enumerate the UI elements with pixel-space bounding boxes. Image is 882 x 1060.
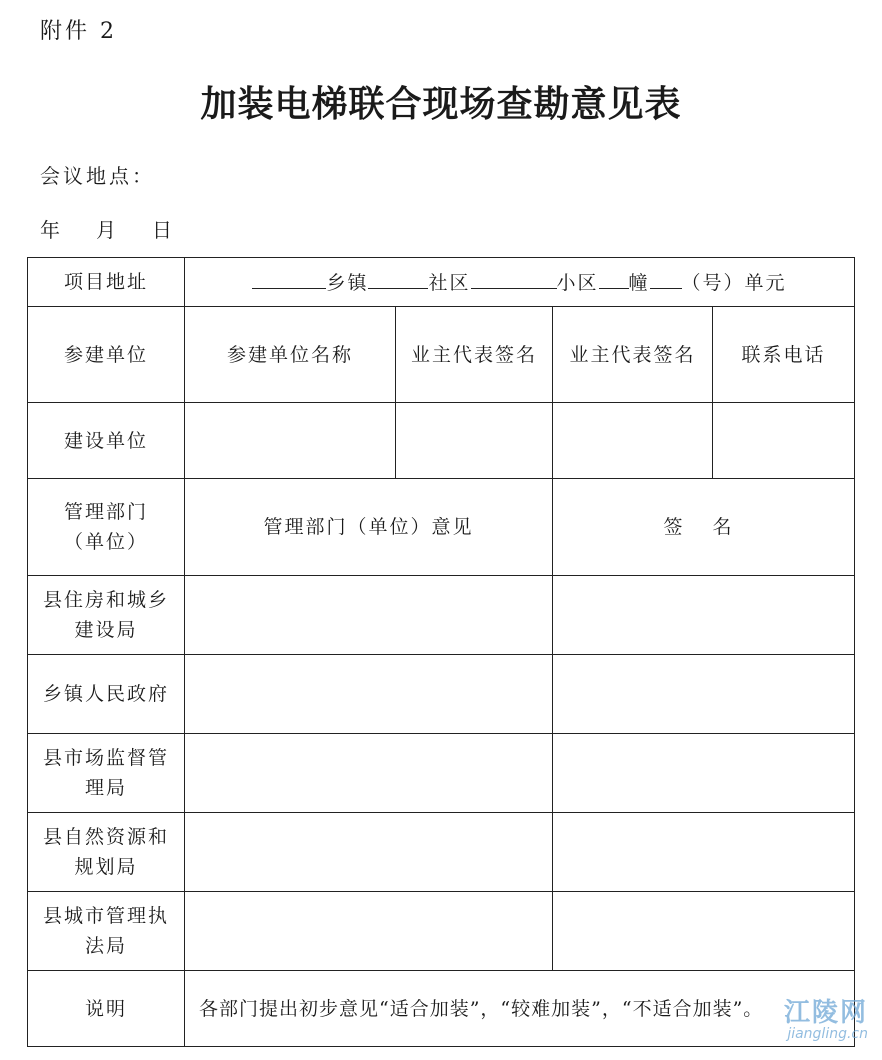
blank-number[interactable]	[650, 266, 682, 289]
address-estate: 小区	[556, 272, 599, 294]
date-year: 年	[40, 218, 60, 242]
builder-label: 建设单位	[28, 403, 185, 479]
note-label: 说明	[28, 971, 185, 1047]
builder-contact-phone-cell[interactable]	[713, 403, 855, 479]
project-address-label: 项目地址	[28, 258, 185, 307]
date-month: 月	[96, 218, 116, 242]
watermark-domain: jiangling.cn	[787, 1026, 868, 1042]
department-township-line1: 乡镇人民政府	[42, 683, 169, 705]
meeting-place-label: 会议地点：	[40, 164, 155, 188]
township-signature-cell[interactable]	[553, 655, 855, 734]
department-housing-label	[28, 576, 185, 655]
department-resources-label	[28, 813, 185, 892]
address-building: 幢	[628, 272, 650, 294]
row-department-urban	[28, 892, 855, 971]
housing-signature-cell[interactable]	[553, 576, 855, 655]
blank-community[interactable]	[368, 266, 428, 289]
project-address-field[interactable]	[185, 258, 855, 307]
department-label-line2: （单位）	[63, 531, 148, 553]
department-resources-line1: 县自然资源和	[42, 826, 169, 848]
header-unit-name: 参建单位名称	[185, 307, 396, 403]
watermark-name: 江陵网	[783, 998, 868, 1028]
row-participant-headers	[28, 307, 855, 403]
department-label	[28, 479, 185, 576]
date-day: 日	[152, 218, 172, 242]
builder-unit-name-cell[interactable]	[185, 403, 396, 479]
department-market-line2: 理局	[84, 777, 127, 799]
resources-signature-cell[interactable]	[553, 813, 855, 892]
signature-header: 签 名	[553, 479, 855, 576]
note-text: 各部门提出初步意见“适合加装”，“较难加装”，“不适合加装”。	[185, 971, 855, 1047]
row-department-headers	[28, 479, 855, 576]
department-housing-line1: 县住房和城乡	[42, 589, 169, 611]
page-title: 加装电梯联合现场查勘意见表	[200, 84, 682, 125]
blank-building[interactable]	[599, 266, 629, 289]
department-housing-line2: 建设局	[74, 619, 138, 641]
builder-owner-signature-1-cell[interactable]	[396, 403, 553, 479]
row-department-township	[28, 655, 855, 734]
resources-opinion-cell[interactable]	[185, 813, 553, 892]
inspection-form-table	[27, 257, 855, 1047]
row-department-resources	[28, 813, 855, 892]
urban-signature-cell[interactable]	[553, 892, 855, 971]
township-opinion-cell[interactable]	[185, 655, 553, 734]
header-owner-signature-2: 业主代表签名	[553, 307, 713, 403]
participants-label: 参建单位	[28, 307, 185, 403]
department-resources-line2: 规划局	[74, 856, 138, 878]
department-urban-line2: 法局	[84, 935, 127, 957]
department-label-line1: 管理部门	[63, 501, 148, 523]
row-department-market	[28, 734, 855, 813]
attachment-label: 附件 2	[40, 19, 117, 44]
address-township: 乡镇	[326, 272, 369, 294]
row-note	[28, 971, 855, 1047]
address-number: （号）单元	[681, 272, 787, 294]
date-line	[40, 214, 172, 243]
department-market-label	[28, 734, 185, 813]
department-urban-line1: 县城市管理执	[42, 905, 169, 927]
market-opinion-cell[interactable]	[185, 734, 553, 813]
department-urban-label	[28, 892, 185, 971]
blank-estate[interactable]	[471, 266, 557, 289]
header-owner-signature-1: 业主代表签名	[396, 307, 553, 403]
row-project-address	[28, 258, 855, 307]
blank-township[interactable]	[252, 266, 326, 289]
builder-owner-signature-2-cell[interactable]	[553, 403, 713, 479]
opinion-header: 管理部门（单位）意见	[185, 479, 553, 576]
row-builder	[28, 403, 855, 479]
urban-opinion-cell[interactable]	[185, 892, 553, 971]
housing-opinion-cell[interactable]	[185, 576, 553, 655]
row-department-housing	[28, 576, 855, 655]
address-community: 社区	[428, 272, 471, 294]
department-market-line1: 县市场监督管	[42, 747, 169, 769]
market-signature-cell[interactable]	[553, 734, 855, 813]
header-contact-phone: 联系电话	[713, 307, 855, 403]
site-watermark	[784, 1000, 868, 1042]
department-township-label	[28, 655, 185, 734]
